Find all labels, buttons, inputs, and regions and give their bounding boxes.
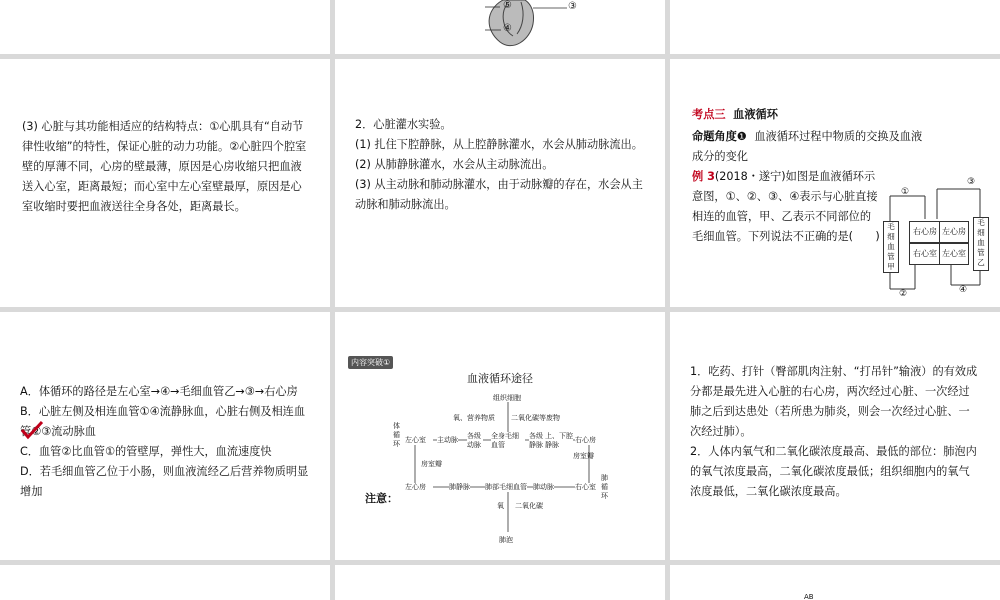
slide-bot-center <box>335 312 665 560</box>
vessel-label-4: ④ <box>959 285 968 295</box>
flow-rv: 右心室 <box>575 483 596 491</box>
slide-bot-right <box>670 312 1000 560</box>
vessel-label-3: ③ <box>967 177 976 187</box>
experiment-title: 2．心脏灌水实验。 <box>355 118 452 131</box>
flow-o2: 氧 <box>497 502 504 510</box>
slide-top-left <box>0 0 330 54</box>
flow-fei: 肺循环 <box>601 474 608 500</box>
flow-ra: 右心房 <box>575 436 596 444</box>
angle-number: ❶ <box>736 130 747 143</box>
experiment-step-1: (1) 扎住下腔静脉，从上腔静脉灌水，水会从肺动脉流出。 <box>355 138 643 151</box>
example-source: (2018・遂宁) <box>714 170 786 183</box>
cap-left-box: 毛细血管甲 <box>883 221 899 273</box>
heart-label-5: ⑤ <box>503 0 512 11</box>
flow-lung-cap: 肺部毛细血管 <box>485 483 527 491</box>
option-a: A．体循环的路径是左心室→④→毛细血管乙→③→右心房 <box>20 385 298 398</box>
flow-vena: 上、下腔静脉 <box>545 432 573 449</box>
flow-top-label: 组织细胞 <box>493 394 521 402</box>
angle-text: 血液循环过程中物质的交换及血液成分的变化 <box>692 130 923 163</box>
kaodian-label: 考点三 <box>692 108 726 121</box>
option-b: B．心脏左侧及相连血管①④流静脉血，心脏右侧及相连血管②③流动脉血 <box>20 405 306 438</box>
slide-bottom-center <box>335 565 665 600</box>
flow-tissue-cap: 全身毛细血管 <box>491 432 525 450</box>
flow-alveoli: 肺泡 <box>499 536 513 544</box>
left-atrium-box: 左心房 <box>939 221 969 243</box>
slide-bottom-left <box>0 565 330 600</box>
heart-label-4: ④ <box>503 23 512 34</box>
experiment-step-3: (3) 从主动脉和肺动脉灌水，由于动脉瓣的存在，水会从主动脉和肺动脉流出。 <box>355 178 643 211</box>
example-question: 如图是血液循环示意图，①、②、③、④表示与心脏直接相连的血管，甲、乙表示不同部位的毛细血管。下列说法不正确的是( ) <box>692 170 880 243</box>
checkmark-icon <box>20 420 44 440</box>
heart-structure-text: (3) 心脏与其功能相适应的结构特点：①心肌具有“自动节律性收缩”的特性，保证心脏的动力功能。②心脏四个腔室壁的厚薄不同，心房的壁最薄，原因是心房收缩只把血液送入心室，距离最短；而心室中左心室壁最厚，原因是心室收缩时要把血液送往全身各处，距离最长。 <box>22 120 307 213</box>
kaodian-title: 血液循环 <box>733 108 778 121</box>
flow-arrows <box>393 392 623 552</box>
flow-diagram <box>393 392 623 552</box>
experiment-step-2: (2) 从肺静脉灌水，水会从主动脉流出。 <box>355 158 554 171</box>
flow-aorta: 主动脉 <box>437 436 458 444</box>
content-tag <box>348 356 393 369</box>
slide-mid-center <box>335 59 665 307</box>
right-ventricle-box: 右心室 <box>909 243 941 265</box>
left-ventricle-box: 左心室 <box>939 243 969 265</box>
vessel-label-2: ② <box>899 289 908 299</box>
note-label: 注意： <box>365 492 398 505</box>
flow-co2-waste: 二氧化碳等废物 <box>511 414 560 422</box>
flow-veins: 各级静脉 <box>529 432 543 449</box>
heart-label-3: ③ <box>568 1 577 12</box>
option-d: D．若毛细血管乙位于小肠，则血液流经乙后营养物质明显增加 <box>20 465 309 498</box>
content-tag-number: ① <box>383 358 391 367</box>
vessel-label-1: ① <box>901 187 910 197</box>
slide-bot-left <box>0 312 330 560</box>
flow-title: 血液循环途径 <box>467 372 533 385</box>
note-1: 1．吃药、打针（臀部肌肉注射、“打吊针”输液）的有效成分都是最先进入心脏的右心房，两次经过心脏、一次经过肺之后到达患处（若所患为肺炎，则会一次经过心脏、一次经过肺）。 <box>690 365 978 438</box>
slide-top-center <box>335 0 665 54</box>
flow-ti: 体循环 <box>393 422 400 448</box>
flow-o2-nutrients: 氧、营养物质 <box>453 414 495 422</box>
angle-label: 命题角度 <box>692 130 737 143</box>
content-tag-label: 内容突破 <box>351 358 383 367</box>
circulation-schematic <box>875 177 995 301</box>
slide-bottom-right <box>670 565 1000 600</box>
flow-av-valve-right: 房室瓣 <box>573 452 594 460</box>
right-atrium-box: 右心房 <box>909 221 941 243</box>
example-label: 例 3 <box>692 170 715 183</box>
flow-pa: 肺动脉 <box>533 483 554 491</box>
flow-arteries: 各级动脉 <box>467 432 481 449</box>
slide-mid-right <box>670 59 1000 307</box>
note-2: 2．人体内氧气和二氧化碳浓度最高、最低的部位：肺泡内的氧气浓度最高，二氧化碳浓度最低；组织细胞内的氧气浓度最低，二氧化碳浓度最高。 <box>690 445 977 498</box>
slide-mid-left <box>0 59 330 307</box>
cap-right-box: 毛细血管乙 <box>973 217 989 271</box>
flow-av-valve-left: 房室瓣 <box>421 460 442 468</box>
flow-pv: 肺静脉 <box>449 483 470 491</box>
slide-top-right <box>670 0 1000 54</box>
flow-co2: 二氧化碳 <box>515 502 543 510</box>
partial-label: AB <box>804 593 814 600</box>
kaodian-heading <box>692 105 992 125</box>
option-c: C．血管②比血管①的管壁厚，弹性大，血流速度快 <box>20 445 272 458</box>
heart-diagram-partial <box>335 0 665 54</box>
flow-lv: 左心室 <box>405 436 426 444</box>
flow-la: 左心房 <box>405 483 426 491</box>
